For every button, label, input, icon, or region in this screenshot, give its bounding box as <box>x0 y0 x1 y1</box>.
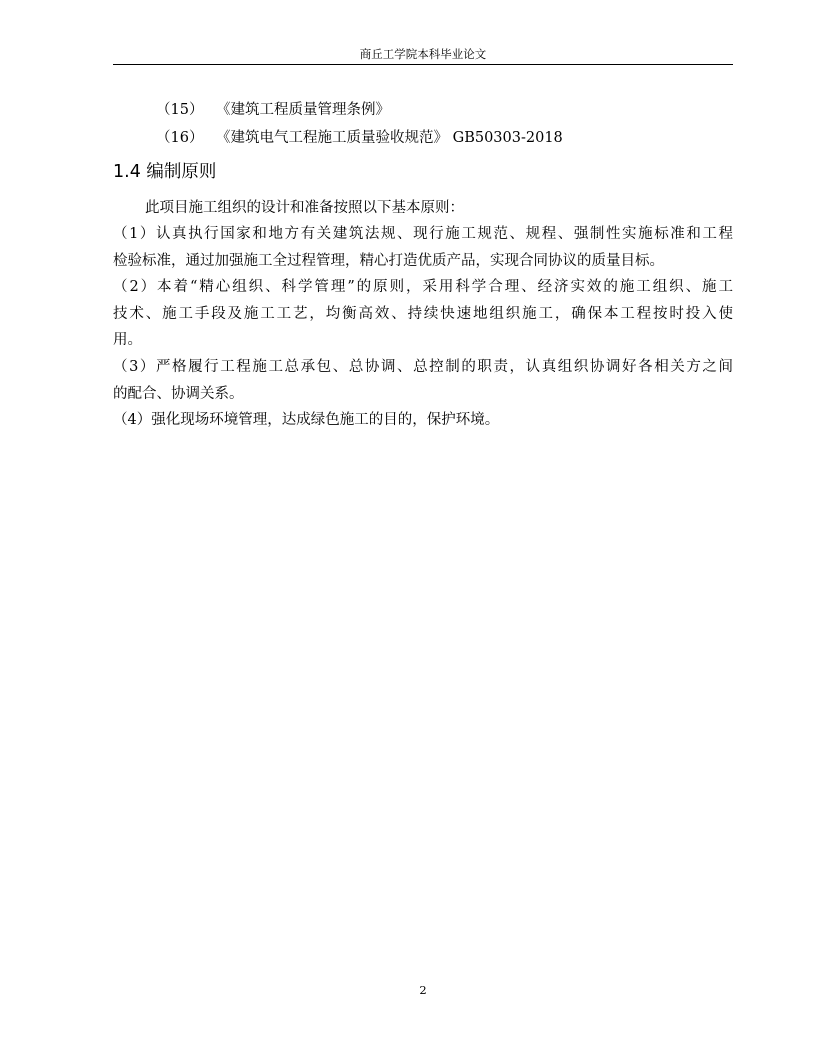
section-intro <box>145 195 735 222</box>
reference-number: （15） <box>156 102 204 118</box>
header-divider <box>113 64 733 65</box>
principle-item-4 <box>113 407 733 434</box>
principle-item-1 <box>113 221 733 274</box>
page-number: 2 <box>419 983 427 997</box>
reference-item-16 <box>156 128 563 148</box>
paragraph-line: 用。 <box>113 332 142 348</box>
intro-line: 此项目施工组织的设计和准备按照以下基本原则： <box>145 200 464 216</box>
reference-text: 《建筑工程质量管理条例》 <box>216 102 390 118</box>
page-header: 商丘工学院本科毕业论文 <box>359 47 487 61</box>
section-heading: 1.4 编制原则 <box>113 162 217 182</box>
reference-item-15 <box>156 100 390 120</box>
principle-item-2 <box>113 274 733 354</box>
principle-item-3 <box>113 354 733 407</box>
paragraph-line: 的配合、协调关系。 <box>113 385 244 402</box>
paragraph-line: 检验标准，通过加强施工全过程管理，精心打造优质产品，实现合同协议的质量目标。 <box>113 252 664 269</box>
paragraph-line: （3）严格履行工程施工总承包、总协调、总控制的职责，认真组织协调好各相关方之间 <box>113 359 733 375</box>
paragraph-line: （1）认真执行国家和地方有关建筑法规、现行施工规范、规程、强制性实施标准和工程 <box>113 226 733 242</box>
reference-text: 《建筑电气工程施工质量验收规范》 GB50303-2018 <box>216 130 563 146</box>
reference-number: （16） <box>156 130 204 146</box>
paragraph-line: （2）本着“精心组织、科学管理”的原则，采用科学合理、经济实效的施工组织、施工 <box>113 279 733 295</box>
paragraph-line: 技术、施工手段及施工工艺，均衡高效、持续快速地组织施工，确保本工程按时投入使 <box>113 305 733 322</box>
paragraph-line: （4）强化现场环境管理，达成绿色施工的目的，保护环境。 <box>113 412 500 428</box>
